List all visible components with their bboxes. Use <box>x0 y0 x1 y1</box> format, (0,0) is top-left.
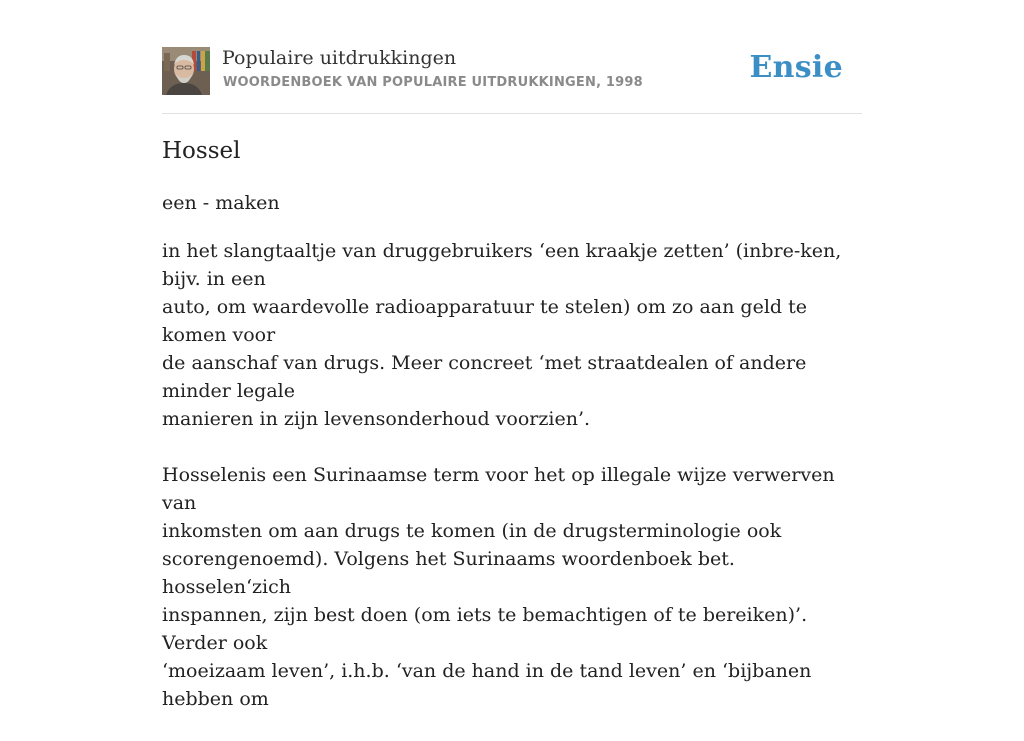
author-avatar[interactable] <box>162 47 210 95</box>
entry-page <box>162 0 862 710</box>
entry-definition <box>162 237 862 741</box>
entry-subword: een - maken <box>162 192 280 214</box>
ensie-logo[interactable]: Ensie <box>749 50 843 85</box>
source-title[interactable]: Populaire uitdrukkingen <box>222 47 457 69</box>
author-portrait-image <box>162 47 210 95</box>
definition-paragraph: in het slangtaaltje van druggebruikers ‘een kraakje zetten’ (inbre-ken, bijv. in een auto, om waardevolle radioapparatuur te stelen) om zo aan geld te komen voor de aanschaf van drugs. Meer concreet ‘met straatdealen of andere minder legale manieren in zijn levensonderhoud voorzien’. <box>162 240 842 430</box>
definition-paragraph: Hosselenis een Surinaamse term voor het op illegale wijze verwerven van inkomsten om aan drugs te komen (in de drugsterminologie ook scorengenoemd). Volgens het Surinaams woordenboek bet. hosselen‘zich inspannen, zijn best doen (om iets te bemachtigen of te bereiken)’. Verder ook ‘moeizaam leven’, i.h.b. ‘van de hand in de tand leven’ en ‘bijbanen hebben om <box>162 464 835 710</box>
header-divider <box>162 113 862 114</box>
source-subtitle: WOORDENBOEK VAN POPULAIRE UITDRUKKINGEN, 1998 <box>223 75 643 90</box>
entry-headword: Hossel <box>162 138 241 164</box>
source-header <box>162 46 862 96</box>
